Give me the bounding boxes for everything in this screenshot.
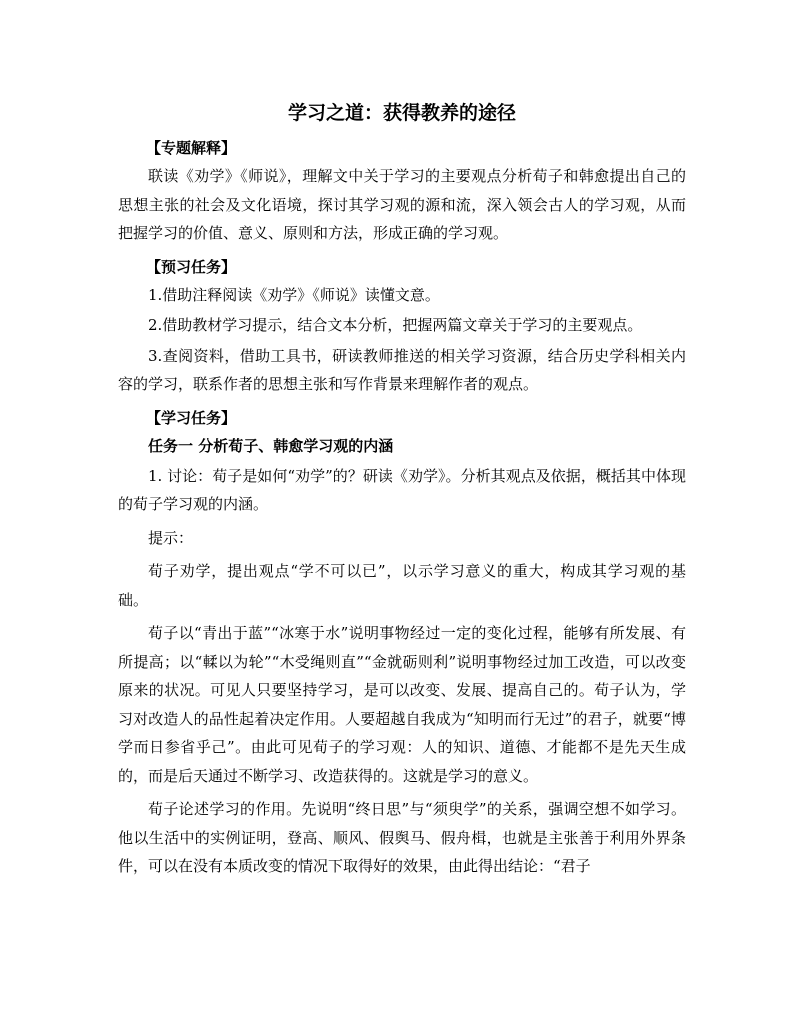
task-one-hint-paragraph-1: 荀子劝学，提出观点“学不可以已”，以示学习意义的重大，构成其学习观的基础。	[118, 562, 686, 609]
task-one-discussion: 1. 讨论：荀子是如何“劝学”的？研读《劝学》。分析其观点及依据，概括其中体现的荀子学习观的内涵。	[118, 466, 686, 513]
preview-task-2: 2.借助教材学习提示，结合文本分析，把握两篇文章关于学习的主要观点。	[148, 316, 643, 334]
preview-task-1: 1.借助注释阅读《劝学》《师说》读懂文意。	[148, 285, 440, 304]
section-heading-topic-explanation: 【专题解释】	[146, 139, 237, 157]
document-page	[118, 98, 686, 881]
section-heading-preview-tasks: 【预习任务】	[146, 257, 237, 276]
section-heading-learning-tasks: 【学习任务】	[146, 408, 237, 427]
document-title: 学习之道：获得教养的途径	[287, 102, 516, 124]
task-one-title: 任务一 分析荀子、韩愈学习观的内涵	[148, 436, 394, 455]
task-one-hint-paragraph-2: 荀子以“青出于蓝”“冰寒于水”说明事物经过一定的变化过程，能够有所发展、有所提高；以“輮以为轮”“木受绳则直”“金就砺则利”说明事物经过加工改造，可以改变原来的状况。可见人只要坚持学习，是可以改变、发展、提高自己的。荀子认为，学习对改造人的品性起着决定作用。人要超越自我成为“知明而行无过”的君子，就要“博学而日参省乎己”。由此可见荀子的学习观：人的知识、道德、才能都不是先天生成的，而是后天通过不断学习、改造获得的。这就是学习的意义。	[118, 624, 686, 785]
preview-task-3: 3.查阅资料，借助工具书，研读教师推送的相关学习资源，结合历史学科相关内容的学习，联系作者的思想主张和写作背景来理解作者的观点。	[118, 346, 686, 393]
topic-explanation-paragraph: 联读《劝学》《师说》，理解文中关于学习的主要观点分析荀子和韩愈提出自己的思想主张的社会及文化语境，探讨其学习观的源和流，深入领会古人的学习观，从而把握学习的价值、意义、原则和方法，形成正确的学习观。	[118, 167, 686, 242]
task-one-hint-paragraph-3: 荀子论述学习的作用。先说明“终日思”与“须臾学”的关系，强调空想不如学习。他以生活中的实例证明，登高、顺风、假舆马、假舟楫，也就是主张善于利用外界条件，可以在没有本质改变的情况下取得好的效果，由此得出结论：“君子	[118, 800, 686, 875]
task-one-hint-label: 提示：	[148, 528, 194, 547]
